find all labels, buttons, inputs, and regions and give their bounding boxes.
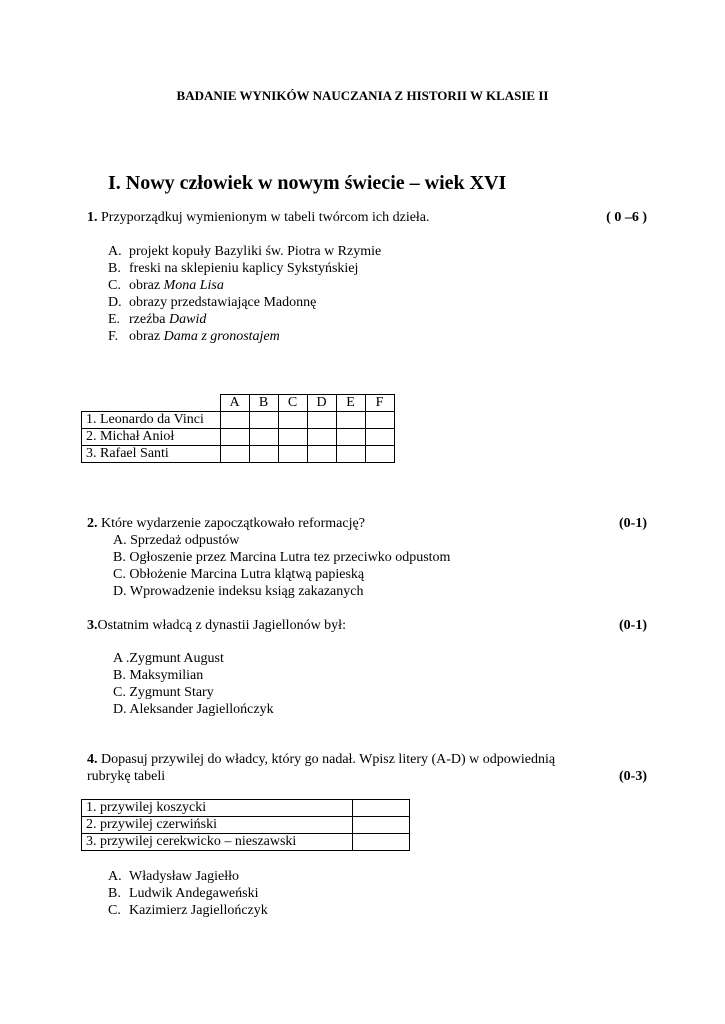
column-header: B: [249, 395, 278, 412]
column-header: A: [220, 395, 249, 412]
matching-table-privileges: [81, 799, 410, 851]
answer-cell[interactable]: [365, 446, 394, 463]
option-b: B. Ogłoszenie przez Marcina Lutra tez przeciwko odpustom: [113, 550, 451, 565]
answer-cell[interactable]: [307, 446, 336, 463]
answer-cell[interactable]: [365, 412, 394, 429]
option-e: E. rzeźba Dawid: [108, 312, 207, 327]
table-row: [82, 412, 395, 429]
question-text: Które wydarzenie zapoczątkowało reformację?: [97, 516, 365, 531]
row-label: 3. przywilej cerekwicko – nieszawski: [82, 834, 353, 851]
option-c: C. Obłożenie Marcina Lutra klątwą papieską: [113, 567, 365, 582]
table-header-row: [82, 395, 395, 412]
question-3: [87, 617, 647, 634]
question-1-points: ( 0 –6 ): [606, 210, 647, 225]
column-header: E: [336, 395, 365, 412]
question-text: Ostatnim władcą z dynastii Jagiellonów był:: [97, 618, 346, 633]
question-text: Przyporządkuj wymienionym w tabeli twórcom ich dzieła.: [97, 210, 430, 225]
answer-cell[interactable]: [307, 412, 336, 429]
answer-cell[interactable]: [278, 429, 307, 446]
answer-cell[interactable]: [249, 429, 278, 446]
option-b: B. freski na sklepieniu kaplicy Sykstyńskiej: [108, 261, 359, 276]
question-number: 3.: [87, 618, 98, 633]
option-f: F. obraz Dama z gronostajem: [108, 329, 280, 344]
answer-cell[interactable]: [307, 429, 336, 446]
answer-cell[interactable]: [249, 446, 278, 463]
document-header: BADANIE WYNIKÓW NAUCZANIA Z HISTORII W KLASIE II: [176, 88, 549, 103]
option-a: A. Władysław Jagiełło: [108, 869, 240, 884]
row-label: 3. Rafael Santi: [82, 446, 221, 463]
row-label: 1. Leonardo da Vinci: [82, 412, 221, 429]
question-text-line2: rubrykę tabeli: [87, 769, 166, 784]
option-d: D. Wprowadzenie indeksu ksiąg zakazanych: [113, 584, 364, 599]
question-number: 4.: [87, 752, 98, 767]
answer-cell[interactable]: [353, 834, 410, 851]
question-text: Dopasuj przywilej do władcy, który go nadał. Wpisz litery (A-D) w odpowiednią: [97, 752, 556, 767]
row-label: 2. Michał Anioł: [82, 429, 221, 446]
option-c: C. Zygmunt Stary: [113, 685, 214, 700]
row-label: 2. przywilej czerwiński: [82, 817, 353, 834]
answer-cell[interactable]: [278, 446, 307, 463]
option-d: D. obrazy przedstawiające Madonnę: [108, 295, 317, 310]
table-corner: [82, 395, 221, 412]
option-c: C. obraz Mona Lisa: [108, 278, 224, 293]
column-header: F: [365, 395, 394, 412]
question-2-points: (0-1): [619, 516, 647, 531]
question-4: [87, 751, 607, 785]
answer-cell[interactable]: [278, 412, 307, 429]
column-header: C: [278, 395, 307, 412]
option-c: C. Kazimierz Jagiellończyk: [108, 903, 268, 918]
matching-table-artists: [81, 394, 395, 463]
answer-cell[interactable]: [365, 429, 394, 446]
answer-cell[interactable]: [249, 412, 278, 429]
question-number: 2.: [87, 516, 98, 531]
answer-cell[interactable]: [353, 800, 410, 817]
answer-cell[interactable]: [220, 446, 249, 463]
answer-cell[interactable]: [336, 412, 365, 429]
table-row: [82, 834, 410, 851]
answer-cell[interactable]: [336, 446, 365, 463]
option-a: A. Sprzedaż odpustów: [113, 533, 240, 548]
option-b: B. Maksymilian: [113, 668, 204, 683]
table-row: [82, 446, 395, 463]
column-header: D: [307, 395, 336, 412]
answer-cell[interactable]: [220, 429, 249, 446]
section-title: I. Nowy człowiek w nowym świecie – wiek XVI: [108, 172, 507, 194]
answer-cell[interactable]: [220, 412, 249, 429]
question-2-options: [113, 532, 450, 600]
option-a: A. projekt kopuły Bazyliki św. Piotra w Rzymie: [108, 244, 382, 259]
question-number: 1.: [87, 210, 98, 225]
table-row: [82, 817, 410, 834]
table-row: [82, 800, 410, 817]
row-label: 1. przywilej koszycki: [82, 800, 353, 817]
option-d: D. Aleksander Jagiellończyk: [113, 702, 274, 717]
option-b: B. Ludwik Andegaweński: [108, 886, 259, 901]
question-3-points: (0-1): [619, 618, 647, 633]
question-3-options: [113, 650, 274, 718]
question-1: [87, 209, 647, 226]
question-4-options: [108, 868, 268, 919]
question-1-options: [108, 243, 381, 345]
option-a: A .Zygmunt August: [113, 651, 224, 666]
table-row: [82, 429, 395, 446]
question-2: [87, 515, 647, 532]
question-4-points: (0-3): [619, 769, 647, 784]
answer-cell[interactable]: [353, 817, 410, 834]
answer-cell[interactable]: [336, 429, 365, 446]
